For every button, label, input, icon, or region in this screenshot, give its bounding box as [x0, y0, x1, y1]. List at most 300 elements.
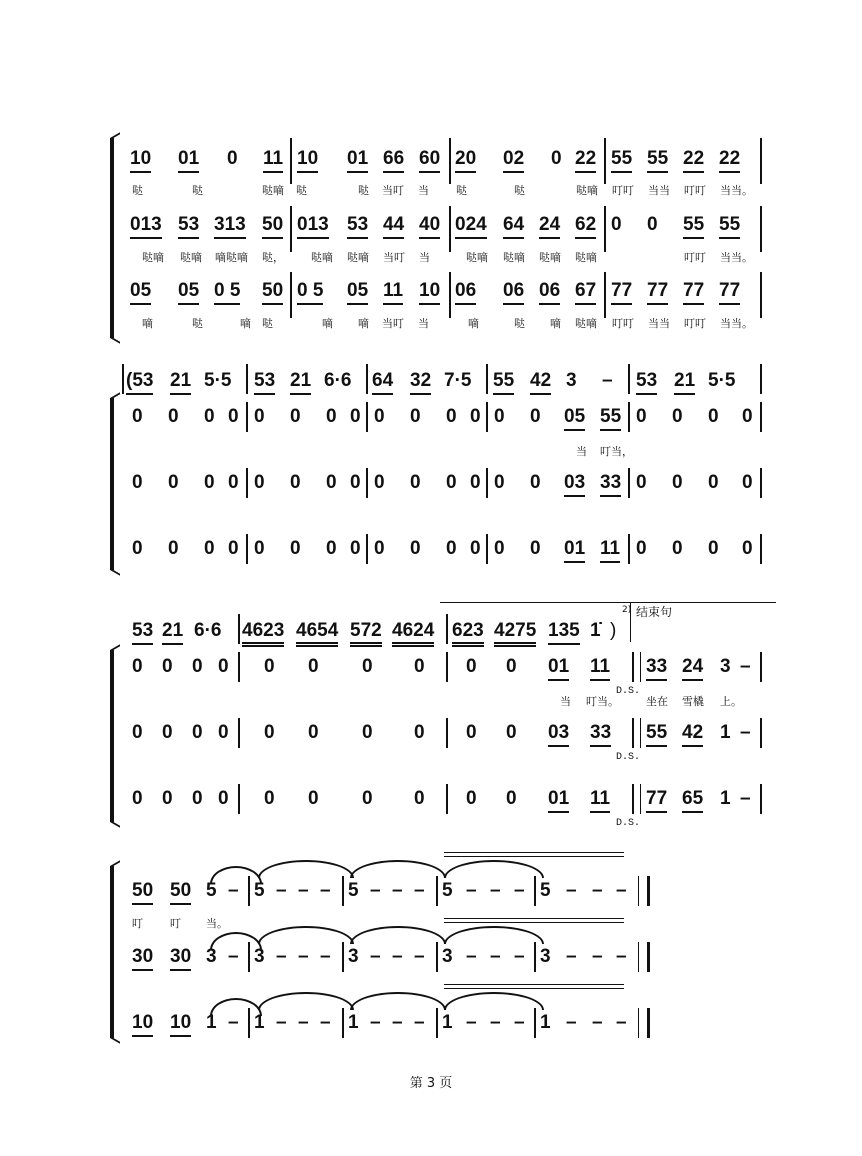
final-barline — [638, 942, 650, 972]
note: 0 — [326, 406, 337, 427]
decrescendo — [444, 922, 624, 923]
melody-note: 572 — [350, 620, 382, 647]
note: 0 — [636, 538, 647, 559]
note: 01 — [548, 656, 569, 681]
note: – — [276, 1012, 287, 1033]
note: 0 — [218, 788, 229, 809]
note: 0 — [494, 538, 505, 559]
note: 60 — [419, 148, 440, 173]
lyric: 哒嘀 — [539, 251, 561, 264]
note: 0 — [672, 406, 683, 427]
note: 0 — [466, 656, 477, 677]
note: 0 — [636, 472, 647, 493]
note: – — [566, 880, 577, 901]
lyric: 坐在 — [646, 695, 668, 708]
note: 0 — [410, 406, 421, 427]
note: 0 — [228, 538, 239, 559]
note: – — [466, 1012, 477, 1033]
note: 0 — [506, 656, 517, 677]
note: 0 — [350, 406, 361, 427]
note: 5 — [442, 880, 453, 901]
melody-note: 42 — [530, 370, 551, 395]
note: 0 — [168, 538, 179, 559]
note: 0 — [227, 148, 238, 169]
note: – — [490, 1012, 501, 1033]
ds-marker: D.S. — [616, 818, 641, 829]
note: 1 — [254, 1012, 265, 1033]
note: 62 — [575, 214, 596, 239]
melody-note: 4624 — [392, 620, 434, 647]
lyric: 叮叮 — [612, 317, 634, 330]
melody-note: 135 — [548, 620, 580, 645]
note: 11 — [383, 280, 403, 305]
tie — [444, 992, 544, 1010]
note: 3 — [348, 946, 359, 967]
note: – — [514, 1012, 525, 1033]
melody-note: 64 — [372, 370, 393, 395]
lyric: 哒嘀 — [575, 317, 597, 330]
note: 0 — [254, 406, 265, 427]
lyric: 当当。 — [720, 317, 753, 330]
note: 0 — [264, 788, 275, 809]
note: 5 — [254, 880, 265, 901]
note: 10 — [170, 1012, 191, 1037]
note: – — [414, 946, 425, 967]
note: 55 — [600, 406, 621, 431]
note: 0 — [446, 472, 457, 493]
note: 53 — [347, 214, 368, 239]
note: 0 — [326, 538, 337, 559]
note: 3 — [206, 946, 217, 967]
note: 0 — [362, 656, 373, 677]
note: 0 — [708, 406, 719, 427]
note: 64 — [503, 214, 524, 239]
note: 10 — [130, 148, 151, 173]
note: 10 — [132, 1012, 153, 1037]
note: 0 — [636, 406, 647, 427]
note: 0 — [374, 538, 385, 559]
note: – — [320, 946, 331, 967]
melody-note: 6·6 — [194, 620, 222, 641]
lyric: 哒 — [192, 184, 203, 197]
barline — [342, 942, 344, 972]
note: 313 — [214, 214, 246, 239]
note: 30 — [170, 946, 191, 971]
note: 0 — [132, 406, 143, 427]
melody-note: 21 — [170, 370, 191, 395]
note: – — [740, 722, 751, 743]
lyric: 哒 — [514, 317, 525, 330]
note: 0 — [308, 656, 319, 677]
note: 3 — [254, 946, 265, 967]
barline — [248, 942, 250, 972]
note: 0 — [494, 472, 505, 493]
melody-note: 53 — [254, 370, 275, 395]
note: 0 — [611, 214, 622, 235]
note: 0 — [708, 538, 719, 559]
barline — [248, 1008, 250, 1038]
lyric: 哒嘀 — [503, 251, 525, 264]
note: 0 — [374, 472, 385, 493]
tie — [350, 926, 446, 944]
note: 55 — [719, 214, 740, 239]
note: 50 — [132, 880, 153, 905]
lyric: 哒嘀 — [311, 251, 333, 264]
note: 10 — [419, 280, 440, 305]
lyric: 当 — [419, 251, 430, 264]
note: 0 — [308, 722, 319, 743]
note: – — [514, 946, 525, 967]
lyric: 哒 — [456, 184, 467, 197]
note: 22 — [719, 148, 740, 173]
barline — [248, 876, 250, 906]
note: – — [228, 1012, 239, 1033]
note: 77 — [719, 280, 740, 305]
lyric: 嘀 — [240, 317, 251, 330]
note: 22 — [575, 148, 596, 173]
note: – — [592, 880, 603, 901]
lyric: 嘀哒嘀 — [215, 251, 248, 264]
lyric: 叮叮 — [612, 184, 634, 197]
note: 20 — [455, 148, 476, 173]
decrescendo — [444, 984, 624, 985]
note: – — [392, 946, 403, 967]
lyric: 当当。 — [720, 251, 753, 264]
lyric: 哒 — [296, 184, 307, 197]
note: – — [616, 1012, 627, 1033]
note: 11 — [600, 538, 620, 563]
lyric: 嘀 — [550, 317, 561, 330]
note: – — [370, 1012, 381, 1033]
note: 0 — [264, 722, 275, 743]
note: 5 — [348, 880, 359, 901]
note: – — [320, 880, 331, 901]
note: 0 — [132, 538, 143, 559]
note: – — [320, 1012, 331, 1033]
note: 0 — [530, 472, 541, 493]
note: 22 — [683, 148, 704, 173]
barline — [534, 876, 536, 906]
note: 0 — [742, 538, 753, 559]
note: 0 — [204, 538, 215, 559]
lyric: 当 — [418, 317, 429, 330]
note: 0 — [254, 472, 265, 493]
note: – — [616, 880, 627, 901]
tie — [444, 926, 544, 944]
note: 30 — [132, 946, 153, 971]
note: 50 — [170, 880, 191, 905]
note: 0 — [470, 538, 481, 559]
note: 0 — [162, 656, 173, 677]
note: 024 — [455, 214, 487, 239]
note: – — [514, 880, 525, 901]
note: – — [414, 1012, 425, 1033]
barline — [534, 1008, 536, 1038]
lyric: 哒 — [192, 317, 203, 330]
ds-marker: D.S. — [616, 686, 641, 697]
lyric: 哒嘀 — [347, 251, 369, 264]
note: – — [276, 946, 287, 967]
note: – — [298, 1012, 309, 1033]
page-number: 第 3 页 — [409, 1076, 453, 1091]
note: 0 — [362, 722, 373, 743]
note: 06 — [503, 280, 524, 305]
note: 05 — [564, 406, 585, 431]
melody-note: 53 — [132, 620, 153, 645]
note: – — [298, 946, 309, 967]
ending-text: 结束句 — [636, 605, 673, 619]
melody-note: 55 — [493, 370, 514, 395]
note: – — [392, 880, 403, 901]
lyric: 哒 — [132, 184, 143, 197]
note: 33 — [590, 722, 611, 747]
note: 1 — [442, 1012, 453, 1033]
note: 5 — [206, 880, 217, 901]
lyric: 哒嘀 — [466, 251, 488, 264]
note: 02 — [503, 148, 524, 173]
note: 66 — [383, 148, 404, 173]
melody-note: – — [602, 370, 613, 391]
lyric: 当当 — [648, 317, 670, 330]
note: 0 — [742, 406, 753, 427]
barline — [436, 876, 438, 906]
lyric: 当当。 — [720, 184, 753, 197]
note: 1 — [720, 722, 731, 743]
note: 03 — [564, 472, 585, 497]
note: – — [740, 788, 751, 809]
melody-note: 3 — [566, 370, 577, 391]
note: 0 — [132, 472, 143, 493]
decrescendo — [444, 918, 624, 919]
note: 0 — [470, 406, 481, 427]
final-barline — [638, 876, 650, 906]
melody-note: 32 — [410, 370, 431, 395]
note: – — [566, 946, 577, 967]
melody-note: 21 — [674, 370, 695, 395]
note: – — [228, 880, 239, 901]
note: 0 — [672, 538, 683, 559]
staff-brace — [110, 866, 114, 1038]
lyric: 当。 — [206, 917, 228, 930]
melody-note: 6·6 — [324, 370, 352, 391]
note: 0 — [530, 406, 541, 427]
note: 06 — [539, 280, 560, 305]
note: 0 — [530, 538, 541, 559]
tie — [350, 860, 446, 878]
lyric: 嘀 — [468, 317, 479, 330]
note: 77 — [611, 280, 632, 305]
barline — [436, 1008, 438, 1038]
note: 3 — [540, 946, 551, 967]
note: 0 — [326, 472, 337, 493]
note: 3 — [720, 656, 731, 677]
note: 0 — [228, 472, 239, 493]
note: 0 — [132, 656, 143, 677]
lyric: 哒嘀 — [180, 251, 202, 264]
note: – — [466, 880, 477, 901]
lyric: 嘀 — [322, 317, 333, 330]
lyric: 叮当。 — [586, 695, 619, 708]
lyric: 叮叮 — [684, 317, 706, 330]
note: 0 — [410, 472, 421, 493]
note: 0 — [290, 406, 301, 427]
note: 0 — [466, 722, 477, 743]
lyric: 叮叮 — [684, 251, 706, 264]
note: 0 — [446, 406, 457, 427]
note: – — [566, 1012, 577, 1033]
note: 0 — [708, 472, 719, 493]
lyric: 哒嘀 — [575, 251, 597, 264]
note: 0 5 — [297, 280, 323, 305]
note: 50 — [262, 214, 283, 239]
lyric: 嘀 — [358, 317, 369, 330]
note: 0 — [290, 538, 301, 559]
note: 06 — [455, 280, 476, 305]
note: 53 — [178, 214, 199, 239]
note: 0 — [308, 788, 319, 809]
note: 0 — [647, 214, 658, 235]
note: 1 — [720, 788, 731, 809]
lyric: 哒嘀 — [262, 184, 284, 197]
note: 0 — [204, 472, 215, 493]
tie — [258, 926, 354, 944]
lyric: 当 — [418, 184, 429, 197]
note: 05 — [347, 280, 368, 305]
note: 0 — [414, 656, 425, 677]
note: 0 5 — [214, 280, 240, 305]
ending-label: 2) — [622, 605, 632, 615]
melody-note: ) — [610, 620, 617, 641]
note: 42 — [682, 722, 703, 747]
note: 55 — [647, 148, 668, 173]
lyric: 叮 — [170, 917, 181, 930]
note: 01 — [178, 148, 199, 173]
decrescendo — [444, 852, 624, 853]
note: 0 — [254, 538, 265, 559]
note: 24 — [539, 214, 560, 239]
note: 0 — [672, 472, 683, 493]
note: 0 — [742, 472, 753, 493]
lyric: 当 — [560, 695, 571, 708]
note: – — [490, 880, 501, 901]
lyric: 当 — [576, 445, 587, 458]
note: 0 — [192, 656, 203, 677]
lyric: 当叮 — [382, 317, 404, 330]
note: 0 — [466, 788, 477, 809]
barline — [342, 1008, 344, 1038]
note: – — [616, 946, 627, 967]
note: – — [592, 946, 603, 967]
note: 77 — [646, 788, 667, 813]
note: 0 — [218, 656, 229, 677]
lyric: 哒嘀 — [142, 251, 164, 264]
note: 0 — [132, 722, 143, 743]
note: – — [392, 1012, 403, 1033]
note: 01 — [564, 538, 585, 563]
melody-note: 21 — [290, 370, 311, 395]
note: 013 — [297, 214, 329, 239]
note: 0 — [290, 472, 301, 493]
note: 1 — [540, 1012, 551, 1033]
lyric: 当叮 — [382, 184, 404, 197]
tie — [350, 992, 446, 1010]
melody-note: 5·5 — [708, 370, 736, 391]
note: 0 — [168, 472, 179, 493]
melody-note: 5·5 — [204, 370, 232, 391]
note: 50 — [262, 280, 283, 305]
note: 0 — [506, 788, 517, 809]
barline — [342, 876, 344, 906]
note: 10 — [297, 148, 318, 173]
note: 03 — [548, 722, 569, 747]
lyric: 哒嘀 — [576, 184, 598, 197]
decrescendo — [444, 988, 624, 989]
lyric: 雪橇 — [682, 695, 704, 708]
note: 33 — [600, 472, 621, 497]
lyric: 叮当， — [600, 445, 633, 458]
note: 05 — [130, 280, 151, 305]
note: 33 — [646, 656, 667, 681]
note: 11 — [590, 656, 610, 681]
note: 0 — [374, 406, 385, 427]
note: 11 — [590, 788, 610, 813]
note: 0 — [350, 538, 361, 559]
melody-note: (53 — [126, 370, 153, 395]
lyric: 哒 — [514, 184, 525, 197]
note: 0 — [551, 148, 562, 169]
note: 0 — [410, 538, 421, 559]
note: – — [740, 656, 751, 677]
note: 55 — [611, 148, 632, 173]
note: 5 — [540, 880, 551, 901]
note: 3 — [442, 946, 453, 967]
note: 0 — [362, 788, 373, 809]
note: – — [298, 880, 309, 901]
note: 0 — [494, 406, 505, 427]
note: 1 — [348, 1012, 359, 1033]
note: 0 — [192, 788, 203, 809]
melody-note: 7·5 — [444, 370, 472, 391]
tie — [258, 992, 354, 1010]
note: 55 — [646, 722, 667, 747]
note: 0 — [414, 788, 425, 809]
decrescendo — [444, 856, 624, 857]
note: 77 — [683, 280, 704, 305]
note: 0 — [132, 788, 143, 809]
note: 01 — [347, 148, 368, 173]
lyric: 哒， — [262, 251, 284, 264]
note: – — [592, 1012, 603, 1033]
note: 013 — [130, 214, 162, 239]
final-barline — [638, 1008, 650, 1038]
barline — [436, 942, 438, 972]
note: – — [490, 946, 501, 967]
lyric: 当叮 — [383, 251, 405, 264]
note: 0 — [228, 406, 239, 427]
note: – — [414, 880, 425, 901]
melody-note: 4654 — [296, 620, 338, 647]
melody-note: 4275 — [494, 620, 536, 647]
lyric: 上。 — [720, 695, 742, 708]
lyric: 嘀 — [142, 317, 153, 330]
note: 01 — [548, 788, 569, 813]
lyric: 哒 — [262, 317, 273, 330]
melody-note: 623 — [452, 620, 484, 647]
lyric: 哒 — [358, 184, 369, 197]
note: 0 — [204, 406, 215, 427]
melody-note: 53 — [636, 370, 657, 395]
note: 1 — [206, 1012, 217, 1033]
